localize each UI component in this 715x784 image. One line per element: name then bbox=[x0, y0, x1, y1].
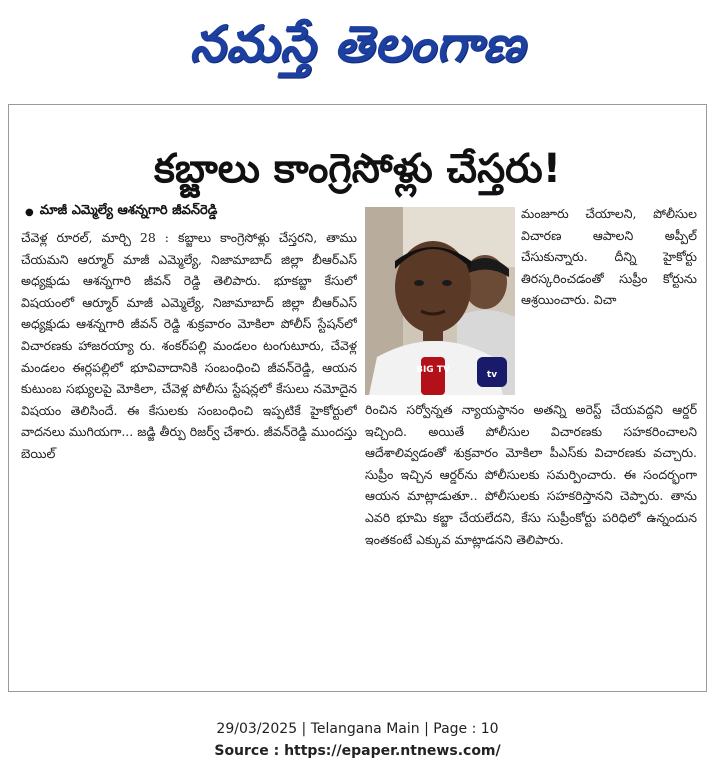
article-photo bbox=[365, 207, 515, 395]
article-column-right-bottom: రించిన సర్వోన్నత న్యాయస్థానం అతన్ని అరెస్ట్‌ చేయవద్దని ఆర్డర్‌ ఇచ్చింది. అయితే పోలీసుల విచారణకు సహకరించాలని ఆదేశాలివ్వడంతో శుక్రవారం మోకిలా పీఎస్‌కు విచారణకు వచ్చారు. సుప్రీం ఇచ్చిన ఆర్డర్‌ను పోలీసులకు సమర్పించారు. ఈ సందర్భంగా ఆయన మాట్లాడుతూ.. పోలీసులకు సహకరిస్తానని చెప్పారు. తాను ఎవరి భూమి కబ్జా చేయలేదని, కేసు సుప్రీంకోర్టు పరిధిలో ఉన్నందున ఇంతకంటే ఎక్కువ మాట్లాడనని తెలిపారు. bbox=[365, 402, 697, 547]
newspaper-logo: నమస్తే తెలంగాణ bbox=[189, 14, 526, 73]
article-headline: కబ్జాలు కాంగ్రెసోళ్లు చేస్తరు! bbox=[154, 145, 561, 192]
mic-label-tv: tv bbox=[486, 370, 498, 380]
article-column-left: చేవెళ్ల రూరల్‌, మార్చి 28 : కబ్జాలు కాంగ్రెసోళ్లు చేస్తరని, తాము చేయమని ఆర్మూర్‌ మాజీ ఎమ్మెల్యే, నిజామాబాద్‌ జిల్లా బీఆర్‌ఎస్‌ అధ్యక్షుడు ఆశన్నగారి జీవన్‌ రెడ్డి తెలిపారు. భూకబ్జా కేసులో విషయంలో ఆర్మూర్‌ మాజీ ఎమ్మెల్యే, నిజామాబాద్‌ జిల్లా బీఆర్‌ఎస్‌ అధ్యక్షుడు ఆశన్నగారి జీవన్‌ రెడ్డి శుక్రవారం మోకిలా పోలీస్‌ స్టేషన్‌లో విచారణకు హాజరయ్యా రు. శంకర్‌పల్లి మండలం టంగుటూరు, చేవెళ్ల మండలం ఈర్లపల్లిలో భూవివాదానికి సంబంధించి జీవన్‌రెడ్డి, ఆయన కుటుంబ సభ్యులపై మోకిలా, చేవెళ్ల పోలీసు స్టేషన్లలో కేసులు నమోదైన విషయం తెలిసిందే. ఈ కేసులకు సంబంధించి ఇప్పటికే హైకోర్టులో వాదనలు ముగియగా... జడ్జి తీర్పు రిజర్వ్‌ చేశారు. జీవన్‌రెడ్డి ముందస్తు బెయిల్‌ bbox=[21, 230, 357, 461]
masthead bbox=[0, 0, 715, 100]
mic-label-bigtv: BIG TV bbox=[416, 365, 450, 375]
byline-text: మాజీ ఎమ్మెల్యే ఆశన్నగారి జీవన్‌రెడ్డి bbox=[39, 203, 218, 218]
bullet-icon: ● bbox=[25, 206, 34, 218]
article-clipping bbox=[8, 104, 707, 692]
article-byline bbox=[25, 203, 355, 221]
article-column-right-top: మంజూరు చేయాలని, పోలీసుల విచారణ ఆపాలని అప్పీల్‌ చేసుకున్నారు. దీన్ని హైకోర్టు తిరస్కరించడంతో సుప్రీం కోర్టును ఆశ్రయించారు. విచా bbox=[521, 206, 697, 308]
page-footer bbox=[0, 718, 715, 762]
footer-date-edition: 29/03/2025 | Telangana Main | Page : 10 bbox=[216, 721, 499, 737]
footer-source: Source : https://epaper.ntnews.com/ bbox=[214, 743, 501, 759]
photo-illustration bbox=[365, 207, 515, 395]
